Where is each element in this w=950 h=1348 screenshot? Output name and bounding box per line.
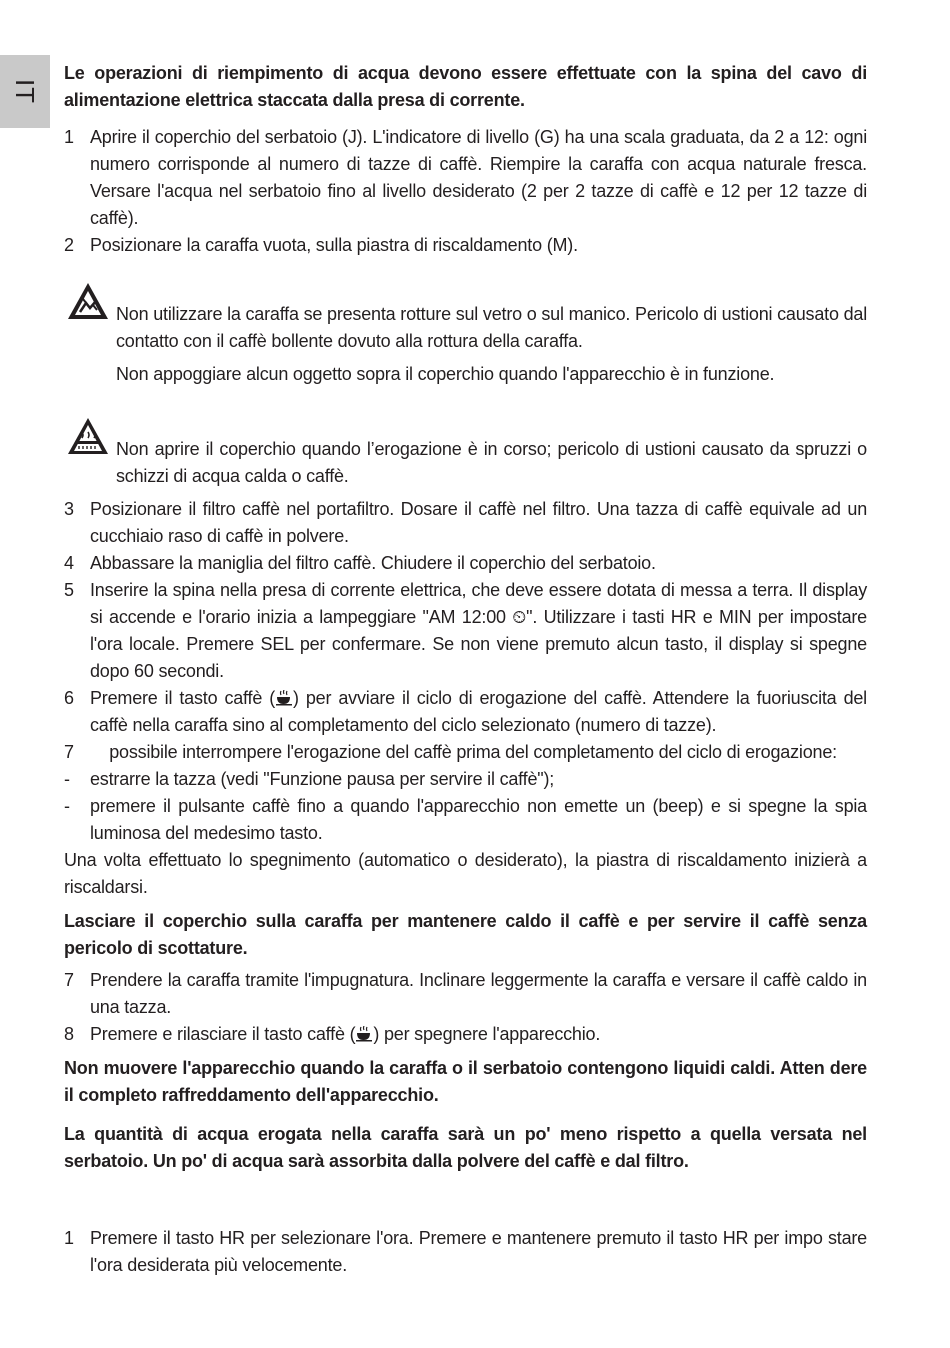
item-number: 8	[64, 1024, 74, 1044]
item-number: 3	[64, 499, 74, 519]
item-number: 2	[64, 235, 74, 255]
bold-note-move: Non muovere l'apparecchio quando la caraffa o il serbatoio contengono liquidi caldi. Atten dere il completo raffreddamento dell'apparecchio.	[64, 1058, 867, 1105]
list-item	[64, 766, 867, 793]
list-item	[64, 496, 867, 550]
list-item	[64, 232, 867, 259]
broken-glass-warning-icon	[66, 281, 110, 321]
bold-note-lid: Lasciare il coperchio sulla caraffa per mantenere caldo il caffè e per servire il caffè senza pericolo di scottature.	[64, 911, 867, 958]
item-dash: -	[64, 796, 70, 816]
item-text: Premere il tasto HR per selezionare l'ora. Premere e mantenere premuto il tasto HR per impo stare l'ora desiderata più velocemente.	[90, 1228, 867, 1275]
list-item	[64, 1225, 867, 1279]
item-number: 7	[64, 970, 74, 990]
list-item	[64, 124, 867, 232]
item-number: 7	[64, 742, 74, 762]
item-text: possibile interrompere l'erogazione del caffè prima del completamento del ciclo di erogazione:	[90, 742, 837, 762]
list-item	[64, 550, 867, 577]
warning-text: Non utilizzare la caraffa se presenta rotture sul vetro o sul manico. Pericolo di ustioni causato dal contatto con il caffè bollente dovuto alla rottura della caraffa.	[116, 304, 867, 351]
item-text: Posizionare la caraffa vuota, sulla piastra di riscaldamento (M).	[90, 235, 578, 255]
bold-note-quantity: La quantità di acqua erogata nella caraffa sarà un po' meno rispetto a quella versata nel serbatoio. Un po' di acqua sarà assorbita dalla polvere del caffè e dal filtro.	[64, 1124, 867, 1171]
item-number: 1	[64, 127, 74, 147]
item-number: 6	[64, 688, 74, 708]
list-item	[64, 739, 867, 766]
item-text	[90, 685, 867, 739]
item-number: 5	[64, 580, 74, 600]
warning-broken-glass	[64, 281, 867, 388]
list-item	[64, 1021, 867, 1048]
item-text-before: Premere e rilasciare il tasto caffè (	[90, 1024, 356, 1044]
item-text: Abbassare la maniglia del filtro caffè. Chiudere il coperchio del serbatoio.	[90, 553, 656, 573]
item-text: Posizionare il filtro caffè nel portafiltro. Dosare il caffè nel filtro. Una tazza di caffè equivale ad un cucchiaio raso di caffè in polvere.	[90, 499, 867, 546]
warning-text: Non aprire il coperchio quando l’erogazione è in corso; pericolo di ustioni causato da spruzzi o schizzi di acqua calda o caffè.	[116, 439, 867, 486]
item-dash: -	[64, 769, 70, 789]
list-item	[64, 577, 867, 685]
intro-bold-note: Le operazioni di riempimento di acqua devono essere effettuate con la spina del cavo di alimentazione elettrica staccata dalla presa di corrente.	[64, 63, 867, 110]
list-item	[64, 685, 867, 739]
coffee-cup-icon	[275, 690, 293, 706]
item-number: 4	[64, 553, 74, 573]
item-text-after: ) per avviare il ciclo di erogazione del caffè. Attendere la fuoriuscita del caffè nella caraffa sino al completamento del ciclo selezionato (numero di tazze).	[90, 688, 867, 735]
list-item	[64, 793, 867, 847]
item-text	[90, 1021, 867, 1048]
warning-text-lid: Non appoggiare alcun oggetto sopra il coperchio quando l'apparecchio è in funzione.	[116, 364, 775, 384]
item-text: Inserire la spina nella presa di corrente elettrica, che deve essere dotata di messa a terra. Il display si accende e l'orario inizia a lampeggiare "AM 12:00 ⏲". Utilizzare i tasti HR e MIN per impostare l'ora locale. Premere SEL per confermare. Se non viene premuto alcun tasto, il display si spegne dopo 60 secondi.	[90, 580, 867, 681]
language-tab-label: IT	[10, 78, 41, 105]
item-text: Aprire il coperchio del serbatoio (J). L'indicatore di livello (G) ha una scala graduata, da 2 a 12: ogni numero corrisponde al numero di tazze di caffè. Riempire la caraffa con acqua naturale fresca. Versare l'acqua nel serbatoio fino al livello desiderato (2 per 2 tazze di caffè e 12 per 12 tazze di caffè).	[90, 127, 867, 228]
item-text-before: Premere il tasto caffè (	[90, 688, 276, 708]
page-content	[64, 60, 867, 1279]
warning-hot-surface	[64, 416, 867, 490]
after-off-paragraph: Una volta effettuato lo spegnimento (automatico o desiderato), la piastra di riscaldamento inizierà a riscaldarsi.	[64, 850, 867, 897]
language-tab	[0, 55, 50, 128]
item-text: Prendere la caraffa tramite l'impugnatura. Inclinare leggermente la caraffa e versare il caffè caldo in una tazza.	[90, 970, 867, 1017]
item-text-after: ) per spegnere l'apparecchio.	[373, 1024, 601, 1044]
item-text: estrarre la tazza (vedi "Funzione pausa per servire il caffè");	[90, 769, 555, 789]
item-number: 1	[64, 1228, 74, 1248]
list-item	[64, 967, 867, 1021]
coffee-cup-icon	[355, 1026, 373, 1042]
hot-surface-warning-icon	[66, 416, 110, 456]
item-text: premere il pulsante caffè fino a quando l'apparecchio non emette un (beep) e si spegne la spia luminosa del medesimo tasto.	[90, 796, 867, 843]
